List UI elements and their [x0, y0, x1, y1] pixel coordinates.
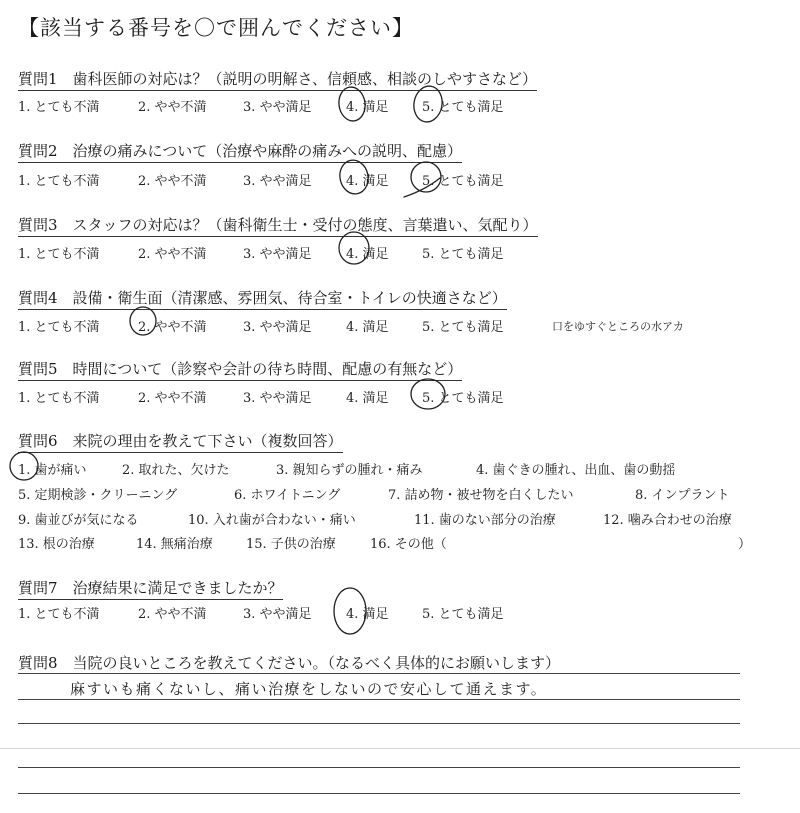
q1-option-2[interactable]: 2. やや不満	[138, 100, 207, 115]
q6-circle-1	[10, 452, 38, 480]
q4-option-2[interactable]: 2. やや不満	[138, 320, 207, 335]
q2-circle-4	[337, 157, 371, 196]
q3-option-2[interactable]: 2. やや不満	[138, 247, 207, 262]
q2-check-stroke	[404, 178, 440, 197]
q2-option-2[interactable]: 2. やや不満	[138, 174, 207, 189]
q1-option-5[interactable]: 5. とても満足	[422, 100, 504, 115]
q7-option-5[interactable]: 5. とても満足	[422, 607, 504, 622]
q6-option-1[interactable]: 1. 歯が痛い	[18, 463, 87, 478]
q6-option-16[interactable]: 16. その他（	[370, 537, 447, 552]
q7-option-2[interactable]: 2. やや不満	[138, 607, 207, 622]
q3-option-4[interactable]: 4. 満足	[346, 247, 389, 262]
q1-option-1[interactable]: 1. とても不満	[18, 100, 100, 115]
q7-circle-4	[334, 588, 366, 634]
question-1-title: 質問1 歯科医師の対応は？（説明の明解さ、信頼感、相談のしやすさなど）	[18, 68, 537, 91]
q6-option-7[interactable]: 7. 詰め物・被せ物を白くしたい	[388, 488, 574, 503]
q6-option-15[interactable]: 15. 子供の治療	[246, 537, 336, 552]
q4-handwritten-note: 口をゆすぐところの水アカ	[552, 320, 684, 333]
q4-option-1[interactable]: 1. とても不満	[18, 320, 100, 335]
q4-option-4[interactable]: 4. 満足	[346, 320, 389, 335]
q7-option-1[interactable]: 1. とても不満	[18, 607, 100, 622]
q1-circle-4	[337, 85, 367, 122]
q1-circle-5	[411, 84, 445, 124]
q6-option-13[interactable]: 13. 根の治療	[18, 537, 95, 552]
q3-option-3[interactable]: 3. やや満足	[243, 247, 312, 262]
q6-option-10[interactable]: 10. 入れ歯が合わない・痛い	[188, 513, 356, 528]
q4-circle-2	[130, 307, 156, 335]
q6-option-9[interactable]: 9. 歯並びが気になる	[18, 513, 139, 528]
q7-option-4[interactable]: 4. 満足	[346, 607, 389, 622]
q5-option-3[interactable]: 3. やや満足	[243, 391, 312, 406]
q7-option-3[interactable]: 3. やや満足	[243, 607, 312, 622]
question-8-title: 質問8 当院の良いところを教えてください。（なるべく具体的にお願いします）	[18, 654, 561, 672]
q5-option-4[interactable]: 4. 満足	[346, 391, 389, 406]
q3-option-1[interactable]: 1. とても不満	[18, 247, 100, 262]
q6-option-2[interactable]: 2. 取れた、欠けた	[122, 463, 230, 478]
question-4-title: 質問4 設備・衛生面（清潔感、雰囲気、待合室・トイレの快適さなど）	[18, 287, 507, 310]
q6-option-8[interactable]: 8. インプラント	[635, 488, 730, 503]
q5-circle-5	[411, 379, 445, 409]
q2-option-1[interactable]: 1. とても不満	[18, 174, 100, 189]
q6-option-3[interactable]: 3. 親知らずの腫れ・痛み	[276, 463, 423, 478]
q5-option-1[interactable]: 1. とても不満	[18, 391, 100, 406]
q6-option-5[interactable]: 5. 定期検診・クリーニング	[18, 488, 178, 503]
q2-option-5[interactable]: 5. とても満足	[422, 174, 504, 189]
question-3-title: 質問3 スタッフの対応は？（歯科衛生士・受付の態度、言葉遣い、気配り）	[18, 214, 538, 237]
q8-handwritten-answer[interactable]: 麻すいも痛くないし、痛い治療をしないので安心して通えます。	[70, 680, 548, 698]
q5-option-2[interactable]: 2. やや不満	[138, 391, 207, 406]
q3-option-5[interactable]: 5. とても満足	[422, 247, 504, 262]
question-5-title: 質問5 時間について（診察や会計の待ち時間、配慮の有無など）	[18, 358, 462, 381]
q5-option-5[interactable]: 5. とても満足	[422, 391, 504, 406]
q6-option-6[interactable]: 6. ホワイトニング	[234, 488, 341, 503]
instruction-heading: 【該当する番号を〇で囲んでください】	[18, 16, 414, 40]
q6-other-close-paren: ）	[738, 537, 752, 552]
question-2-title: 質問2 治療の痛みについて（治療や麻酔の痛みへの説明、配慮）	[18, 140, 462, 163]
q6-option-4[interactable]: 4. 歯ぐきの腫れ、出血、歯の動揺	[476, 463, 676, 478]
q6-option-14[interactable]: 14. 無痛治療	[136, 537, 213, 552]
q3-circle-4	[339, 232, 369, 264]
q6-option-12[interactable]: 12. 噛み合わせの治療	[603, 513, 732, 528]
question-6-title: 質問6 来院の理由を教えて下さい（複数回答）	[18, 430, 343, 453]
q1-option-3[interactable]: 3. やや満足	[243, 100, 312, 115]
q1-option-4[interactable]: 4. 満足	[346, 100, 389, 115]
q6-option-11[interactable]: 11. 歯のない部分の治療	[414, 513, 556, 528]
question-7-title: 質問7 治療結果に満足できましたか？	[18, 577, 283, 600]
q4-option-3[interactable]: 3. やや満足	[243, 320, 312, 335]
q2-option-4[interactable]: 4. 満足	[346, 174, 389, 189]
q4-option-5[interactable]: 5. とても満足	[422, 320, 504, 335]
q2-option-3[interactable]: 3. やや満足	[243, 174, 312, 189]
